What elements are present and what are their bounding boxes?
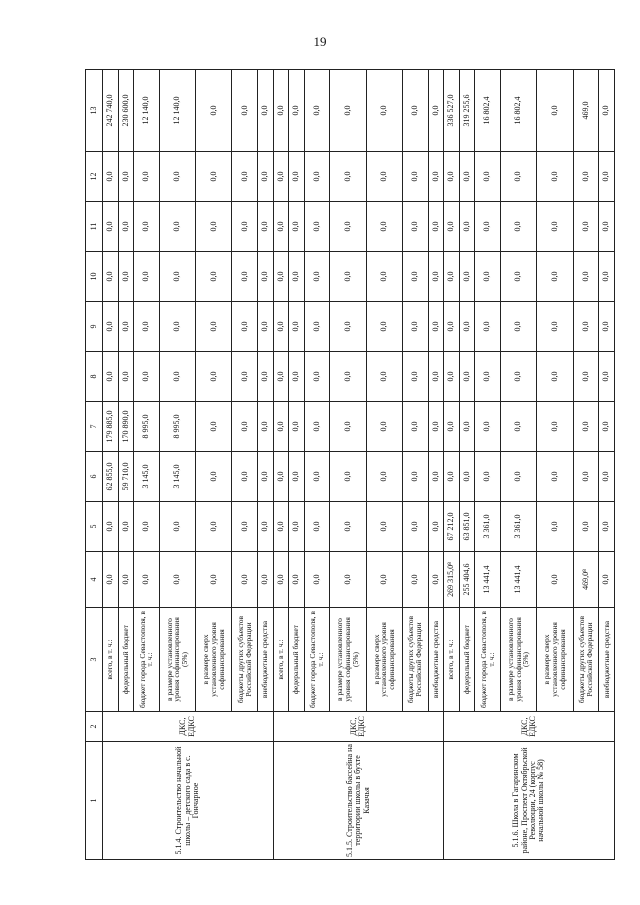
year-value-cell: 0,0 [134,302,160,352]
year-value-cell: 0,0 [459,402,475,452]
year-value-cell: 0,0 [134,152,160,202]
year-value-cell: 13 441,4 [475,552,501,608]
year-value-cell: 0,0 [428,152,444,202]
year-value-cell: 0,0 [428,402,444,452]
column-number-row [86,70,103,860]
year-value-cell: 0,0 [258,402,274,452]
funding-source-cell: в размере сверх установленного уровня софинансирования [537,608,573,712]
year-value-cell: 0,0 [444,202,460,252]
year-value-cell: 0,0 [289,552,305,608]
object-name-cell: 5.1.4. Строительство начальной школы – детского сада в с. Гончарное [103,742,274,860]
total-value-cell: 16 802,4 [475,70,501,152]
year-value-cell: 0,0 [403,452,429,502]
year-value-cell: 0,0 [500,402,536,452]
year-value-cell: 0,0 [134,502,160,552]
year-value-cell: 3 361,0 [500,502,536,552]
year-value-cell: 0,0 [500,452,536,502]
total-value-cell: 0,0 [196,70,232,152]
year-value-cell: 0,0 [258,202,274,252]
year-value-cell: 269 315,0⁸ [444,552,460,608]
year-value-cell: 0,0 [289,252,305,302]
total-value-cell: 0,0 [537,70,573,152]
year-value-cell: 0,0 [366,152,402,202]
year-value-cell: 0,0 [273,252,289,302]
funding-source-cell: в размере сверх установленного уровня софинансирования [366,608,402,712]
year-value-cell: 62 855,0 [103,452,119,502]
year-value-cell: 0,0 [159,252,195,302]
year-value-cell: 0,0 [159,352,195,402]
rotated-table-container [85,70,615,860]
year-value-cell: 170 890,0 [118,402,134,452]
year-value-cell: 0,0 [537,502,573,552]
year-value-cell: 0,0 [118,202,134,252]
year-value-cell: 0,0 [475,402,501,452]
funding-source-cell: бюджет города Севастополя, в т. ч.: [475,608,501,712]
year-value-cell: 0,0 [444,352,460,402]
column-number: 4 [86,552,103,608]
year-value-cell: 0,0 [366,302,402,352]
executor-cell: ДКС, ЕДКС [273,712,444,742]
total-value-cell: 0,0 [330,70,366,152]
year-value-cell: 0,0 [103,202,119,252]
year-value-cell: 0,0 [403,302,429,352]
year-value-cell: 0,0 [118,302,134,352]
year-value-cell: 0,0 [134,202,160,252]
funding-source-cell: бюджет города Севастополя, в т. ч.: [304,608,330,712]
year-value-cell: 0,0 [118,252,134,302]
page-number: 19 [313,34,327,49]
year-value-cell: 8 995,0 [159,402,195,452]
year-value-cell: 255 404,6 [459,552,475,608]
year-value-cell: 0,0 [196,452,232,502]
funding-source-cell: федеральный бюджет [118,608,134,712]
year-value-cell: 0,0 [159,152,195,202]
funding-source-cell: в размере установленного уровня софинансирования (5%) [500,608,536,712]
year-value-cell: 0,0 [599,302,615,352]
year-value-cell: 0,0 [330,152,366,202]
year-value-cell: 0,0 [500,352,536,402]
year-value-cell: 0,0 [232,452,258,502]
year-value-cell: 0,0 [196,402,232,452]
year-value-cell: 0,0 [289,402,305,452]
funding-source-cell: федеральный бюджет [459,608,475,712]
year-value-cell: 0,0 [428,502,444,552]
year-value-cell: 0,0 [330,352,366,402]
year-value-cell: 0,0 [258,552,274,608]
table-row [444,70,460,860]
total-value-cell: 12 140,0 [134,70,160,152]
year-value-cell: 0,0 [459,302,475,352]
total-value-cell: 0,0 [232,70,258,152]
year-value-cell: 0,0 [537,352,573,402]
year-value-cell: 0,0 [500,152,536,202]
year-value-cell: 0,0 [232,552,258,608]
year-value-cell: 0,0 [573,302,599,352]
column-number: 7 [86,402,103,452]
year-value-cell: 0,0 [258,152,274,202]
year-value-cell: 0,0 [196,352,232,402]
year-value-cell: 0,0 [304,202,330,252]
year-value-cell: 0,0 [403,352,429,402]
year-value-cell: 0,0 [573,352,599,402]
funding-source-cell: в размере сверх установленного уровня софинансирования [196,608,232,712]
year-value-cell: 0,0 [196,152,232,202]
year-value-cell: 469,0⁸ [573,552,599,608]
year-value-cell: 0,0 [500,252,536,302]
year-value-cell: 0,0 [475,152,501,202]
year-value-cell: 0,0 [366,552,402,608]
funding-source-cell: внебюджетные средства [428,608,444,712]
funding-source-cell: бюджеты других субъектов Российской Федерации [232,608,258,712]
year-value-cell: 0,0 [475,302,501,352]
column-number: 2 [86,712,103,742]
year-value-cell: 0,0 [459,452,475,502]
year-value-cell: 0,0 [196,502,232,552]
column-number: 8 [86,352,103,402]
budget-table [85,69,615,860]
funding-source-cell: федеральный бюджет [289,608,305,712]
total-value-cell: 336 527,0 [444,70,460,152]
funding-source-cell: бюджеты других субъектов Российской Федерации [403,608,429,712]
year-value-cell: 3 145,0 [134,452,160,502]
total-value-cell: 0,0 [599,70,615,152]
column-number: 6 [86,452,103,502]
year-value-cell: 0,0 [403,202,429,252]
total-value-cell: 0,0 [289,70,305,152]
year-value-cell: 0,0 [134,252,160,302]
total-value-cell: 12 140,0 [159,70,195,152]
year-value-cell: 0,0 [500,202,536,252]
year-value-cell: 0,0 [366,502,402,552]
year-value-cell: 0,0 [330,502,366,552]
year-value-cell: 0,0 [573,252,599,302]
year-value-cell: 0,0 [444,152,460,202]
year-value-cell: 0,0 [273,202,289,252]
year-value-cell: 0,0 [366,202,402,252]
year-value-cell: 0,0 [273,152,289,202]
year-value-cell: 0,0 [599,502,615,552]
year-value-cell: 0,0 [103,152,119,202]
year-value-cell: 0,0 [103,352,119,402]
year-value-cell: 0,0 [366,402,402,452]
year-value-cell: 0,0 [273,552,289,608]
year-value-cell: 3 145,0 [159,452,195,502]
year-value-cell: 0,0 [330,302,366,352]
object-name-cell: 5.1.5. Строительство бассейна на территории школы в бухте Казачья [273,742,444,860]
year-value-cell: 0,0 [232,252,258,302]
year-value-cell: 0,0 [428,302,444,352]
year-value-cell: 0,0 [289,202,305,252]
year-value-cell: 0,0 [444,252,460,302]
year-value-cell: 0,0 [196,552,232,608]
year-value-cell: 0,0 [330,552,366,608]
year-value-cell: 0,0 [428,202,444,252]
year-value-cell: 0,0 [537,452,573,502]
year-value-cell: 0,0 [258,502,274,552]
year-value-cell: 0,0 [428,252,444,302]
total-value-cell: 0,0 [403,70,429,152]
year-value-cell: 0,0 [196,202,232,252]
year-value-cell: 0,0 [273,502,289,552]
year-value-cell: 13 441,4 [500,552,536,608]
year-value-cell: 0,0 [537,302,573,352]
year-value-cell: 0,0 [403,252,429,302]
year-value-cell: 0,0 [304,352,330,402]
year-value-cell: 0,0 [573,202,599,252]
executor-cell: ДКС, ЕДКС [103,712,274,742]
year-value-cell: 0,0 [366,252,402,302]
year-value-cell: 0,0 [573,452,599,502]
year-value-cell: 0,0 [134,552,160,608]
year-value-cell: 0,0 [330,202,366,252]
year-value-cell: 0,0 [304,302,330,352]
year-value-cell: 0,0 [475,202,501,252]
year-value-cell: 0,0 [403,152,429,202]
year-value-cell: 0,0 [103,302,119,352]
year-value-cell: 0,0 [304,252,330,302]
year-value-cell: 0,0 [258,252,274,302]
year-value-cell: 0,0 [459,352,475,402]
column-number: 13 [86,70,103,152]
funding-source-cell: внебюджетные средства [599,608,615,712]
funding-source-cell: всего, в т. ч.: [273,608,289,712]
year-value-cell: 0,0 [258,302,274,352]
year-value-cell: 179 885,0 [103,402,119,452]
year-value-cell: 0,0 [103,252,119,302]
year-value-cell: 0,0 [428,552,444,608]
year-value-cell: 0,0 [403,552,429,608]
year-value-cell: 0,0 [289,452,305,502]
year-value-cell: 0,0 [196,302,232,352]
table-row [103,70,119,860]
year-value-cell: 0,0 [289,502,305,552]
year-value-cell: 63 851,0 [459,502,475,552]
year-value-cell: 0,0 [159,502,195,552]
year-value-cell: 59 710,0 [118,452,134,502]
year-value-cell: 0,0 [599,552,615,608]
year-value-cell: 0,0 [273,402,289,452]
year-value-cell: 0,0 [403,402,429,452]
object-name-cell: 5.1.6. Школа в Гагаринском районе, Проспект Октябрьской Революции, 24 (корпус начальной школы № 58) [444,742,615,860]
column-number: 3 [86,608,103,712]
year-value-cell: 0,0 [159,302,195,352]
total-value-cell: 0,0 [428,70,444,152]
year-value-cell: 3 361,0 [475,502,501,552]
year-value-cell: 0,0 [599,152,615,202]
total-value-cell: 0,0 [304,70,330,152]
year-value-cell: 0,0 [289,352,305,402]
funding-source-cell: внебюджетные средства [258,608,274,712]
column-number: 5 [86,502,103,552]
column-number: 1 [86,742,103,860]
year-value-cell: 0,0 [459,202,475,252]
year-value-cell: 0,0 [599,402,615,452]
year-value-cell: 0,0 [330,452,366,502]
year-value-cell: 0,0 [537,202,573,252]
rotated-table-frame [85,70,615,860]
funding-source-cell: бюджеты других субъектов Российской Федерации [573,608,599,712]
funding-source-cell: бюджет города Севастополя, в т. ч.: [134,608,160,712]
total-value-cell: 0,0 [273,70,289,152]
year-value-cell: 0,0 [475,352,501,402]
funding-source-cell: в размере установленного уровня софинансирования (5%) [159,608,195,712]
year-value-cell: 0,0 [304,152,330,202]
year-value-cell: 0,0 [304,452,330,502]
executor-cell: ДКС, ЕДКС [444,712,615,742]
year-value-cell: 0,0 [118,152,134,202]
year-value-cell: 0,0 [459,152,475,202]
year-value-cell: 0,0 [599,352,615,402]
column-number: 11 [86,202,103,252]
column-number: 12 [86,152,103,202]
year-value-cell: 0,0 [304,402,330,452]
year-value-cell: 0,0 [475,452,501,502]
year-value-cell: 0,0 [103,552,119,608]
year-value-cell: 0,0 [273,302,289,352]
year-value-cell: 0,0 [159,202,195,252]
total-value-cell: 0,0 [258,70,274,152]
year-value-cell: 67 212,0 [444,502,460,552]
year-value-cell: 0,0 [258,352,274,402]
year-value-cell: 0,0 [196,252,232,302]
year-value-cell: 0,0 [475,252,501,302]
year-value-cell: 0,0 [459,252,475,302]
year-value-cell: 0,0 [289,152,305,202]
year-value-cell: 0,0 [159,552,195,608]
total-value-cell: 0,0 [366,70,402,152]
year-value-cell: 0,0 [599,202,615,252]
year-value-cell: 0,0 [118,552,134,608]
total-value-cell: 469,0 [573,70,599,152]
year-value-cell: 0,0 [444,452,460,502]
year-value-cell: 0,0 [366,352,402,402]
year-value-cell: 0,0 [537,152,573,202]
funding-source-cell: всего, в т. ч.: [103,608,119,712]
year-value-cell: 0,0 [304,552,330,608]
year-value-cell: 0,0 [599,252,615,302]
year-value-cell: 0,0 [330,402,366,452]
total-value-cell: 242 740,0 [103,70,119,152]
year-value-cell: 0,0 [403,502,429,552]
year-value-cell: 0,0 [273,352,289,402]
year-value-cell: 0,0 [232,352,258,402]
year-value-cell: 0,0 [537,552,573,608]
year-value-cell: 0,0 [232,502,258,552]
column-number: 9 [86,302,103,352]
year-value-cell: 0,0 [118,352,134,402]
year-value-cell: 0,0 [258,452,274,502]
year-value-cell: 0,0 [118,502,134,552]
year-value-cell: 0,0 [500,302,536,352]
year-value-cell: 0,0 [232,202,258,252]
year-value-cell: 0,0 [273,452,289,502]
year-value-cell: 0,0 [232,402,258,452]
year-value-cell: 0,0 [103,502,119,552]
year-value-cell: 0,0 [232,302,258,352]
year-value-cell: 0,0 [232,152,258,202]
year-value-cell: 0,0 [537,402,573,452]
year-value-cell: 0,0 [289,302,305,352]
table-row [273,70,289,860]
budget-table-body [86,70,615,860]
year-value-cell: 0,0 [428,452,444,502]
column-number: 10 [86,252,103,302]
year-value-cell: 0,0 [573,402,599,452]
year-value-cell: 0,0 [444,302,460,352]
total-value-cell: 16 802,4 [500,70,536,152]
year-value-cell: 0,0 [330,252,366,302]
year-value-cell: 8 995,0 [134,402,160,452]
year-value-cell: 0,0 [573,152,599,202]
year-value-cell: 0,0 [599,452,615,502]
total-value-cell: 230 600,0 [118,70,134,152]
year-value-cell: 0,0 [366,452,402,502]
total-value-cell: 319 255,6 [459,70,475,152]
year-value-cell: 0,0 [444,402,460,452]
year-value-cell: 0,0 [134,352,160,402]
year-value-cell: 0,0 [428,352,444,402]
year-value-cell: 0,0 [537,252,573,302]
funding-source-cell: всего, в т. ч.: [444,608,460,712]
year-value-cell: 0,0 [573,502,599,552]
funding-source-cell: в размере установленного уровня софинансирования (5%) [330,608,366,712]
year-value-cell: 0,0 [304,502,330,552]
